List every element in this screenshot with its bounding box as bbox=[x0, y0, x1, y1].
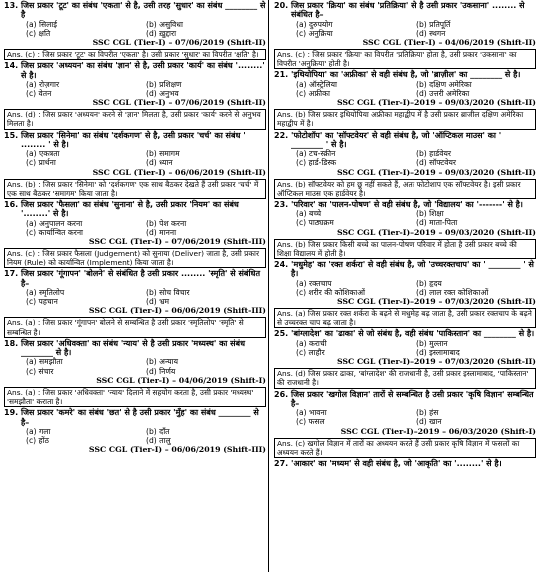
question-block bbox=[274, 1, 536, 69]
answer-box: Ans. (a) : जिस प्रकार 'गूंगापन' बोलने से सम्बन्धित है उसी प्रकार 'स्मृतिलोप' 'स्मृति' से सम्बन्धित है। bbox=[4, 317, 266, 337]
answer-box: Ans. (b) : जिस प्रकार 'सिनेमा' को 'दर्शकगण' एक साथ बैठकर देखते हैं उसी प्रकार 'चर्च' में एक साथ बैठकर 'समागम' किया जाता है। bbox=[4, 179, 266, 199]
options-grid bbox=[4, 20, 266, 38]
question-text: 'मधुमेह' का 'रक्त शर्करा' से वही संबंध है, जो 'उच्चरक्तचाप' का ' ________ ' से है। bbox=[291, 260, 534, 279]
option: (a) कराची bbox=[296, 338, 327, 348]
question-block bbox=[4, 131, 266, 199]
question bbox=[4, 131, 266, 150]
exam-reference: SSC CGL (Tier-I)–2019 – 09/03/2020 (Shift-II) bbox=[336, 98, 536, 108]
option: (d) सॉफ्टवेयर bbox=[416, 158, 456, 168]
question bbox=[4, 269, 266, 288]
exam-reference: SSC CGL (Tier-I)–2019 – 07/03/2020 (Shift-II) bbox=[336, 357, 536, 367]
question bbox=[274, 70, 536, 79]
option: (a) टच-स्क्रीन bbox=[296, 149, 336, 159]
option: (d) उत्तरी अमेरिका bbox=[416, 88, 470, 98]
exam-reference: SSC CGL (Tier-I)–2019 – 09/03/2020 (Shift-II) bbox=[336, 167, 536, 177]
question-number: 13. bbox=[4, 1, 19, 10]
question bbox=[274, 200, 536, 209]
question-block bbox=[274, 70, 536, 129]
exam-reference: SSC CGL (Tier-I)–2019 – 09/03/2020 (Shift-II) bbox=[336, 227, 536, 237]
question-text: जिस प्रकार 'गूंगापन' 'बोलने' से संबंधित है उसी प्रकार ........ 'स्मृति' से संबंधित है– bbox=[21, 269, 261, 288]
question bbox=[274, 329, 536, 338]
exam-reference: SSC CGL (Tier-I)–2019 – 07/03/2020 (Shift-II) bbox=[336, 297, 536, 307]
answer-box: Ans. (a) जिस प्रकार रक्त शर्करा के बढ़ने से मधुमेह बढ़ जाता है, उसी प्रकार रक्तचाप के बढ़ने से उच्चरक्त चाप बढ़ जाता है। bbox=[274, 308, 536, 328]
question-text: 'परिवार' का 'पालन-पोषण' से वही संबंध है, जो 'विद्यालय' का '-------' से है। bbox=[291, 199, 523, 209]
option: (d) मानना bbox=[146, 227, 177, 237]
question bbox=[4, 61, 266, 80]
question-block bbox=[274, 390, 536, 458]
answer-box: Ans. (a) : जिस प्रकार 'अधिवक्ता' 'न्याय' दिलाने में सहयोग करता है, उसी प्रकार 'मध्यस्थ' 'समझौता' कराता है। bbox=[4, 387, 266, 407]
option: (c) क्षति bbox=[26, 28, 51, 38]
options-grid bbox=[274, 279, 536, 297]
question-block bbox=[4, 200, 266, 268]
option: (d) माता-पिता bbox=[416, 218, 458, 228]
option: (a) समझौता bbox=[26, 357, 63, 367]
options-grid bbox=[4, 427, 266, 445]
question-number: 23. bbox=[274, 199, 289, 209]
question-block bbox=[274, 260, 536, 328]
options-grid bbox=[4, 219, 266, 237]
question-number: 20. bbox=[274, 1, 289, 10]
option: (a) रक्तचाप bbox=[296, 278, 332, 288]
question-number: 18. bbox=[4, 338, 19, 348]
option: (a) सिलाई bbox=[26, 19, 57, 29]
exam-reference: SSC CGL (Tier-I) – 06/06/2019 (Shift-III) bbox=[88, 445, 266, 455]
question-text: जिस प्रकार 'अधिवक्ता' का संबंध 'न्याय' से है उसी प्रकार 'मध्यस्थ' का संबंध ________ से है। bbox=[21, 338, 246, 358]
exam-reference: SSC CGL (Tier-I) – 04/06/2019 (Shift-II) bbox=[362, 38, 536, 47]
option: (c) अनुक्रिया bbox=[296, 28, 333, 38]
option: (b) प्रशिक्षण bbox=[146, 79, 182, 89]
question-block bbox=[4, 269, 266, 337]
question-text: जिस प्रकार 'कमरे' का संबंध 'छत' से है उसी प्रकार 'मुँह' का संबंध ________ से है– bbox=[21, 408, 259, 427]
answer-box: Ans. (b) जिस प्रकार किसी बच्चे का पालन-पोषण परिवार में होता है उसी प्रकार बच्चे की शिक्षा विद्यालय में होती है। bbox=[274, 239, 536, 259]
question bbox=[4, 408, 266, 427]
answer-box: Ans. (b) सॉफ्टवेयर को हम छू नहीं सकते हैं, अतः फोटोशाप एक सॉफ्टवेयर है। इसी प्रकार ऑप्टिकल माउस एक हार्डवेयर है। bbox=[274, 179, 536, 199]
option: (d) तालु bbox=[146, 436, 171, 446]
option: (c) पाठ्यक्रम bbox=[296, 218, 334, 228]
option: (a) दुरुपयोग bbox=[296, 19, 333, 29]
exam-reference: SSC CGL (Tier-I) – 07/06/2019 (Shift-III) bbox=[88, 237, 266, 247]
answer-box: Ans. (b) जिस प्रकार इथियोपिया अफ्रीका महाद्वीप में है उसी प्रकार ब्राजील दक्षिण अमेरिका महाद्वीप में है। bbox=[274, 109, 536, 129]
exam-reference: SSC CGL (Tier-I)–2019 – 06/03/2020 (Shift-I) bbox=[340, 426, 536, 436]
question-text: 'इथियोपिया' का 'अफ्रीका' से वही संबंध है, जो 'ब्राज़ील' का ________ से है। bbox=[291, 70, 521, 80]
option: (d) भ्रम bbox=[146, 297, 170, 307]
column-divider bbox=[268, 0, 269, 572]
answer-box: Ans. (c) : जिस प्रकार फैसला (Judgement) को सुनाया (Deliver) जाता है, उसी प्रकार नियम (Rule) को कार्यान्वित (Implement) किया जाता है। bbox=[4, 248, 266, 268]
option: (a) गला bbox=[26, 426, 51, 436]
question-text: जिस प्रकार 'अध्ययन' का संबंध 'ज्ञान' से है, उसी प्रकार 'कार्य' का संबंध '........' से है। bbox=[21, 61, 265, 80]
option: (d) इस्लामाबाद bbox=[416, 347, 460, 357]
question-text: जिस प्रकार 'टूट' का संबंध 'एकता' से है, उसी तरह 'सुधार' का संबंध ________ से है bbox=[21, 1, 266, 20]
option: (b) अन्याय bbox=[146, 357, 178, 367]
option: (b) हृदय bbox=[416, 278, 442, 288]
question-text: जिस प्रकार 'खगोल विज्ञान' तारों से सम्बन्धित है उसी प्रकार 'कृषि विज्ञान' सम्बन्धित है– bbox=[291, 389, 534, 408]
option: (c) अफ्रीका bbox=[296, 88, 330, 98]
option: (b) शिक्षा bbox=[416, 209, 444, 219]
option: (b) हंस bbox=[416, 408, 439, 418]
option: (c) प्रार्थना bbox=[26, 158, 56, 168]
option: (b) समागम bbox=[146, 149, 180, 159]
options-grid bbox=[274, 80, 536, 98]
question bbox=[4, 200, 266, 219]
question-block bbox=[4, 1, 266, 60]
question-number: 15. bbox=[4, 130, 19, 140]
question-number: 16. bbox=[4, 200, 19, 210]
options-grid bbox=[4, 80, 266, 98]
exam-reference: SSC CGL (Tier-I) – 07/06/2019 (Shift-II) bbox=[92, 38, 266, 47]
question-number: 21. bbox=[274, 70, 289, 80]
answer-box: Ans. (d) : जिस प्रकार 'अध्ययन' करने से 'ज्ञान' मिलता है, उसी प्रकार 'कार्य' करने से अनुभव मिलता है। bbox=[4, 109, 266, 129]
answer-box: Ans. (c) : जिस प्रकार 'क्रिया' का विपरीत 'प्रतिक्रिया' होता है, उसी प्रकार 'उकसाना' का विपरीत 'अनुक्रिया' होती है। bbox=[274, 49, 536, 69]
options-grid bbox=[274, 408, 536, 426]
question-text: 'फोटोशॉप' का 'सॉफ्टवेयर' से वही संबंध है, जो 'ऑप्टिकल माउस' का ' ________ ' से है। bbox=[291, 130, 502, 149]
question-text: जिस प्रकार 'सिनेमा' का संबंध 'दर्शकगण' से है, उसी प्रकार 'चर्च' का संबंध ' ........ ' से है। bbox=[21, 130, 246, 149]
option: (d) लाल रक्त कोशिकाओं bbox=[416, 287, 489, 297]
question-text: जिस प्रकार 'क्रिया' का संबंध 'प्रतिक्रिया' से है उसी प्रकार 'उकसाना' ........ से संबंधित है– bbox=[291, 1, 525, 20]
question-number: 19. bbox=[4, 408, 19, 418]
question bbox=[4, 339, 266, 358]
option: (c) लाहौर bbox=[296, 347, 325, 357]
question-block bbox=[4, 61, 266, 129]
answer-box: Ans. (d) जिस प्रकार ढाका, 'बांग्लादेश' की राजधानी है, उसी प्रकार इस्लामाबाद, 'पाकिस्तान' की राजधानी है। bbox=[274, 368, 536, 388]
option: (b) प्रतिपूर्ति bbox=[416, 19, 451, 29]
option: (a) स्मृतिलोप bbox=[26, 288, 65, 298]
options-grid bbox=[274, 20, 536, 38]
question-number: 27. bbox=[274, 458, 289, 468]
options-grid bbox=[274, 209, 536, 227]
question-number: 24. bbox=[274, 260, 289, 270]
question-number: 22. bbox=[274, 130, 289, 140]
question-number: 26. bbox=[274, 389, 289, 399]
option: (a) रोज़गार bbox=[26, 79, 60, 89]
option: (d) अनुभव bbox=[146, 89, 179, 98]
option: (a) एकत्रता bbox=[26, 149, 60, 159]
question-text: 'बांग्लादेश' का 'ढाका' से जो संबंध है, वही संबंध 'पाकिस्तान' का ________ से है। bbox=[291, 329, 535, 339]
question-number: 17. bbox=[4, 269, 19, 279]
option: (b) मुल्तान bbox=[416, 338, 448, 348]
question-text: 'आकार' का 'मध्यम' से वही संबंध है, जो 'आकृति' का '........' से है। bbox=[291, 458, 502, 468]
option: (c) हार्ड-डिस्क bbox=[296, 158, 337, 168]
left-column bbox=[4, 0, 266, 572]
option: (d) स्थगन bbox=[416, 28, 446, 38]
exam-reference: SSC CGL (Tier-I) – 07/06/2019 (Shift-II) bbox=[92, 98, 266, 108]
option: (d) ख़ुद्दारा bbox=[146, 28, 177, 38]
question-number: 14. bbox=[4, 61, 19, 71]
options-grid bbox=[4, 288, 266, 306]
right-column bbox=[274, 0, 536, 572]
answer-box: Ans. (c) खगोल विज्ञान में तारों का अध्ययन करते हैं उसी प्रकार कृषि विज्ञान में फसलों का अध्ययन करते हैं। bbox=[274, 438, 536, 458]
option: (a) ऑस्ट्रेलिया bbox=[296, 79, 338, 89]
question-block bbox=[274, 200, 536, 259]
question-block bbox=[274, 329, 536, 388]
question bbox=[274, 390, 536, 409]
options-grid bbox=[4, 357, 266, 375]
question-block bbox=[4, 339, 266, 407]
option: (a) भावना bbox=[296, 408, 327, 418]
answer-box: Ans. (c) : जिस प्रकार 'टूट' का विपरीत 'एकता' है। उसी प्रकार 'सुधार' का विपरीत 'क्षति' है। bbox=[4, 49, 266, 60]
option: (d) निर्णय bbox=[146, 366, 176, 376]
option: (c) संचार bbox=[26, 366, 54, 376]
option: (b) असुविधा bbox=[146, 19, 183, 29]
options-grid bbox=[274, 149, 536, 167]
question bbox=[274, 1, 536, 20]
exam-reference: SSC CGL (Tier-I) – 06/06/2019 (Shift-III) bbox=[88, 306, 266, 316]
option: (b) पेश करना bbox=[146, 218, 187, 228]
question-number: 25. bbox=[274, 329, 289, 339]
option: (b) दक्षिण अमेरिका bbox=[416, 79, 472, 89]
question bbox=[274, 459, 536, 468]
option: (c) कार्यान्वित करना bbox=[26, 227, 84, 237]
option: (c) फसल bbox=[296, 417, 325, 427]
option: (c) होंठ bbox=[26, 436, 49, 446]
exam-reference: SSC CGL (Tier-I) – 04/06/2019 (Shift-I) bbox=[96, 375, 266, 385]
question bbox=[4, 1, 266, 20]
option: (b) सोच विचार bbox=[146, 288, 190, 298]
option: (a) बच्चे bbox=[296, 209, 322, 219]
options-grid bbox=[4, 149, 266, 167]
option: (c) वेतन bbox=[26, 89, 52, 98]
option: (d) ध्यान bbox=[146, 158, 173, 168]
question-block bbox=[274, 459, 536, 468]
option: (b) दाँत bbox=[146, 426, 170, 436]
option: (d) खान bbox=[416, 417, 442, 427]
exam-reference: SSC CGL (Tier-I) – 06/06/2019 (Shift-II) bbox=[92, 167, 266, 177]
question-block bbox=[4, 408, 266, 455]
options-grid bbox=[274, 339, 536, 357]
question-text: जिस प्रकार 'फैसला' का संबंध 'सुनाना' से है, उसी प्रकार 'नियम' का संबंध '........' से है। bbox=[21, 200, 239, 219]
option: (b) हार्डवेयर bbox=[416, 149, 451, 159]
option: (c) पहचान bbox=[26, 297, 58, 307]
question bbox=[274, 131, 536, 150]
option: (a) अनुपालन करना bbox=[26, 218, 83, 228]
option: (c) शरीर की कोशिकाओं bbox=[296, 287, 365, 297]
question bbox=[274, 260, 536, 279]
question-block bbox=[274, 131, 536, 199]
